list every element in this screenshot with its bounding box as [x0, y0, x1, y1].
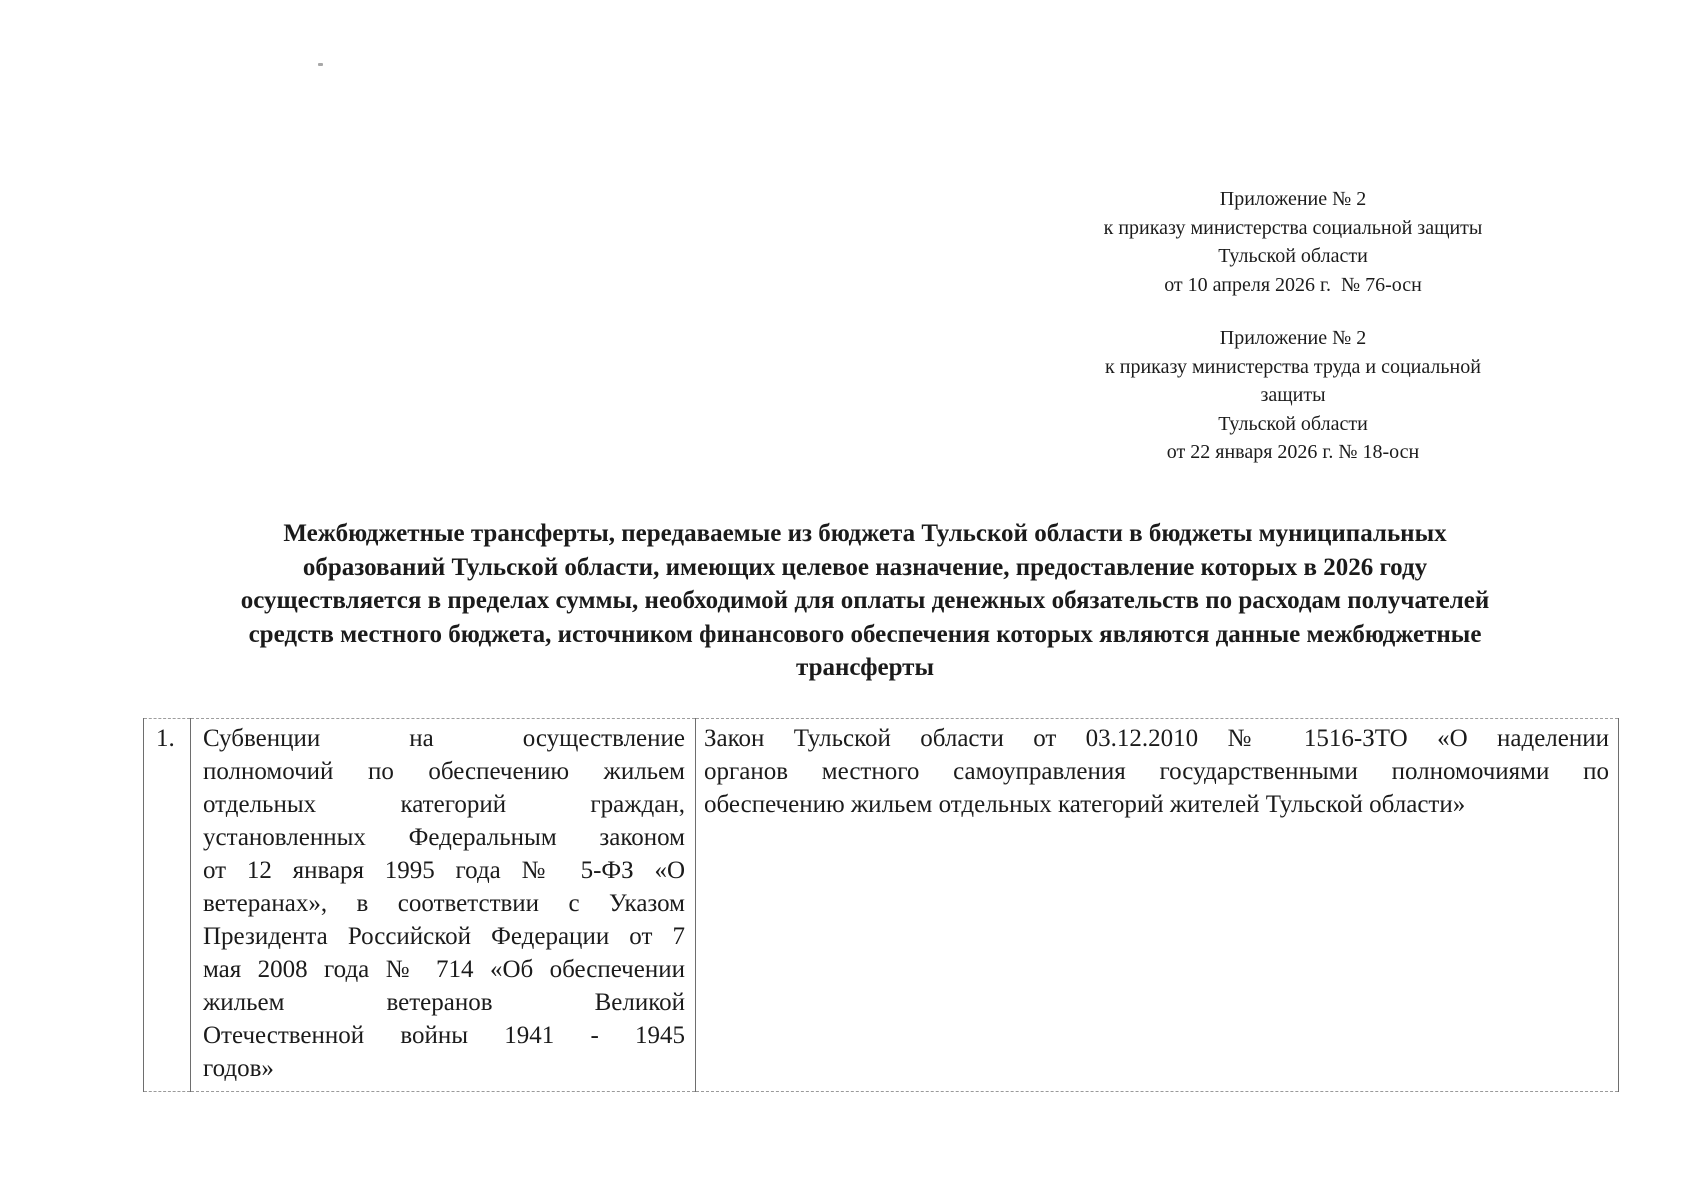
- appendix-note-1: Приложение № 2 к приказу министерства социальной защиты Тульской области от 10 апреля 2026 г. № 76-осн: [1103, 188, 1483, 296]
- row-number-cell: 1.: [144, 719, 191, 1092]
- scan-artifact-dot: [318, 63, 323, 66]
- table-row: [144, 719, 1619, 1092]
- transfers-table: [143, 718, 1619, 1092]
- transfer-description-cell: Субвенции на осуществление полномочий по обеспечению жильем отдельных категорий граждан, установленных Федеральным законом от 12 января 1995 года № 5-ФЗ «О ветеранах», в соответствии с Указом Президента Российской Федерации от 7 мая 2008 года № 714 «Об обеспечении жильем ветеранов Великой Отечественной войны 1941 - 1945 годов»: [191, 719, 696, 1092]
- document-title: Межбюджетные трансферты, передаваемые из бюджета Тульской области в бюджеты муниципальных образований Тульской области, имеющих целевое назначение, предоставление которых в 2026 году осуществляется в пределах суммы, необходимой для оплаты денежных обязательств по расходам получателей средств местного бюджета, источником финансового обеспечения которых являются данные межбюджетные трансферты: [240, 520, 1490, 682]
- legal-basis-cell: Закон Тульской области от 03.12.2010 № 1516-ЗТО «О наделении органов местного самоуправления государственными полномочиями по обеспечению жильем отдельных категорий жителей Тульской области»: [696, 719, 1619, 1092]
- appendix-note-2: Приложение № 2 к приказу министерства труда и социальной защиты Тульской области от 22 января 2026 г. № 18-осн: [1105, 327, 1481, 464]
